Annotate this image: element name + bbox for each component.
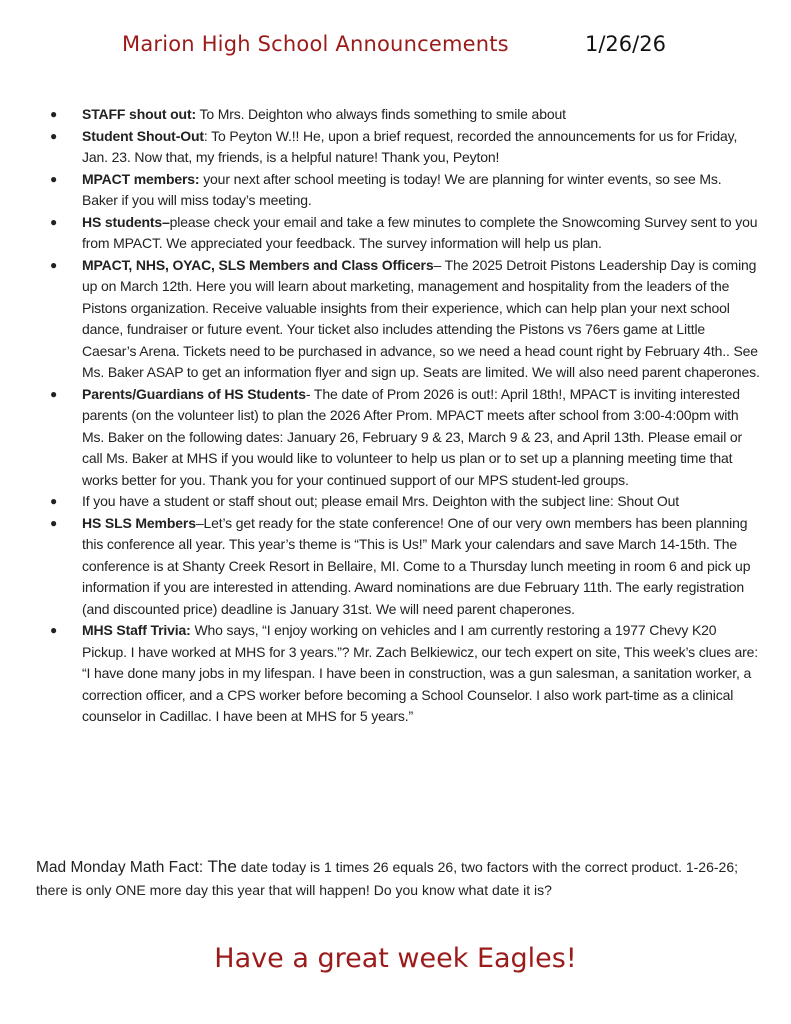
announcement-label: HS SLS Members <box>82 514 196 531</box>
bullet-icon: ● <box>50 386 58 401</box>
announcement-text: - The date of Prom 2026 is out!: April 18th!, MPACT is inviting interested parents (on the volunteer list) to plan the 2026 After Prom. MPACT meets after school from 3:00-4:00pm with Ms. Baker on the following dates: January 26, February 9 & 23, March 9 & 23, and April 13th. Please email or call Ms. Baker at MHS if you would like to volunteer to help us plan or to set up a planning meeting time that works better for you. Thank you for your continued support of our MPS student-led groups. <box>82 385 743 488</box>
bullet-icon: ● <box>50 128 58 143</box>
bullet-icon: ● <box>50 515 58 530</box>
math-fact <box>36 855 766 902</box>
bullet-icon: ● <box>50 214 58 229</box>
bullet-icon: ● <box>50 257 58 272</box>
announcement-item <box>0 384 760 492</box>
announcement-label: HS students– <box>82 213 170 230</box>
announcement-label: Student Shout-Out <box>82 127 204 144</box>
announcement-text: please check your email and take a few minutes to complete the Snowcoming Survey sent to you from MPACT. We appreciated your feedback. The survey information will help us plan. <box>82 213 758 251</box>
announcement-label: MHS Staff Trivia: <box>82 622 191 638</box>
announcement-item <box>0 104 760 126</box>
math-fact-lead: The <box>203 857 237 876</box>
announcement-list <box>0 104 760 728</box>
closing-message: Have a great week Eagles! <box>214 943 577 974</box>
announcement-item <box>0 491 760 513</box>
announcement-text: your next after school meeting is today! We are planning for winter events, so see Ms. Baker if you will miss today’s meeting. <box>82 170 722 208</box>
announcement-text: Who says, “I enjoy working on vehicles and I am currently restoring a 1977 Chevy K20 Pickup. I have worked at MHS for 3 years.”? Mr. Zach Belkiewicz, our tech expert on site, This week’s clues are: “I have done many jobs in my lifespan. I have been in construction, was a gun salesman, a sanitation worker, a correction officer, and a CPS worker before becoming a School Counselor. I also work part-time as a clinical counselor in Cadillac. I have been at MHS for 5 years.” <box>82 622 758 724</box>
announcement-text: To Mrs. Deighton who always finds something to smile about <box>195 106 566 122</box>
bullet-icon: ● <box>50 623 58 637</box>
announcement-item <box>0 255 760 384</box>
announcement-item <box>0 513 760 621</box>
announcement-label: MPACT members: <box>82 170 200 187</box>
math-fact-text: date today is 1 times 26 equals 26, two factors with the correct product. 1-26-26; there is only ONE more day this year that will happen! Do you know what date it is? <box>36 859 738 898</box>
page-title: Marion High School Announcements <box>122 32 509 56</box>
announcement-label: Parents/Guardians of HS Students <box>82 385 306 402</box>
bullet-icon: ● <box>50 107 58 121</box>
bullet-icon: ● <box>50 171 58 186</box>
announcement-date: 1/26/26 <box>585 32 666 56</box>
announcement-item <box>0 169 760 212</box>
announcement-label: STAFF shout out: <box>82 106 196 122</box>
announcement-text: –Let’s get ready for the state conference! One of our very own members has been planning this conference all year. This year’s theme is “This is Us!” Mark your calendars and save March 14-15th. The conference is at Shanty Creek Resort in Bellaire, MI. Come to a Thursday lunch meeting in room 6 and pick up information if you are interested in attending. Award nominations are due February 11th. The early registration (and discounted price) deadline is January 31st. We will need parent chaperones. <box>82 514 751 617</box>
announcement-label: MPACT, NHS, OYAC, SLS Members and Class Officers <box>82 256 434 273</box>
announcement-text: : To Peyton W.!! He, upon a brief request, recorded the announcements for us for Friday, Jan. 23. Now that, my friends, is a helpful nature! Thank you, Peyton! <box>82 127 738 165</box>
bullet-icon: ● <box>50 494 58 508</box>
math-fact-label: Mad Monday Math Fact: <box>36 859 204 876</box>
announcement-item <box>0 212 760 255</box>
announcement-text: If you have a student or staff shout out; please email Mrs. Deighton with the subject line: Shout Out <box>82 493 680 509</box>
announcement-text: – The 2025 Detroit Pistons Leadership Day is coming up on March 12th. Here you will learn about marketing, management and hospitality from the leaders of the Pistons organization. Receive valuable insights from their experience, which can help plan your next school dance, fundraiser or future event. Your ticket also includes attending the Pistons vs 76ers game at Little Caesar’s Arena. Tickets need to be purchased in advance, so we need a head count right by February 4th.. See Ms. Baker ASAP to get an information flyer and sign up. Seats are limited. We will also need parent chaperones. <box>82 256 760 380</box>
announcement-item <box>0 126 760 169</box>
announcement-item <box>0 620 760 728</box>
